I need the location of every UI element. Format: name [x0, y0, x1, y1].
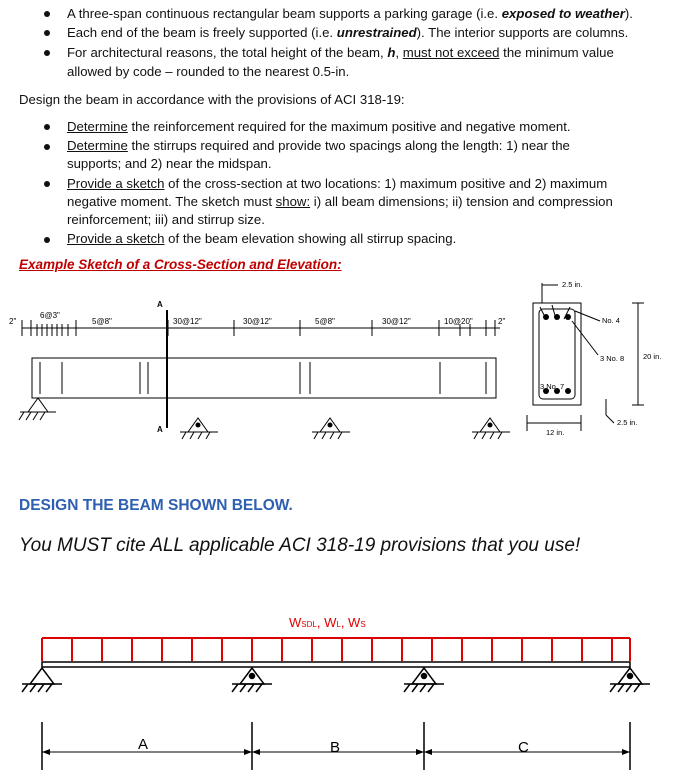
bullet-cross-section-line3: reinforcement; iii) and stirrup size. [67, 212, 265, 227]
bullet-supports [67, 24, 628, 41]
spacing-label: 5@8" [92, 317, 112, 326]
stirrup-label: No. 4 [602, 316, 620, 325]
height-label: 20 in. [643, 352, 662, 361]
column-support [180, 418, 218, 439]
span-label: C [518, 739, 529, 756]
top-cover-label: 2.5 in. [562, 280, 583, 289]
spacing-label: 5@8" [315, 317, 335, 326]
design-heading: DESIGN THE BEAM SHOWN BELOW. [19, 497, 293, 514]
elevation-beam [32, 358, 496, 398]
spacing-label: 30@12" [382, 317, 411, 326]
top-bars-label: 3 No. 8 [600, 354, 625, 363]
roller-support [472, 418, 510, 439]
load-label: WSDL, WL, WS [289, 615, 366, 630]
bullet-cross-section [67, 175, 607, 192]
bullet-exposure [67, 5, 633, 22]
loaded-beam [42, 662, 630, 667]
emphasis: unrestrained [336, 25, 417, 40]
underlined: show: [275, 194, 311, 209]
span-label: A [138, 736, 149, 753]
cross-section-sketch [522, 275, 682, 455]
column-support [404, 668, 444, 692]
bullet-dot [44, 144, 50, 150]
spacing-label: 2" [9, 317, 17, 326]
bullet-elevation [67, 230, 456, 247]
spacing-label: 30@12" [243, 317, 272, 326]
text: A three-span continuous rectangular beam supports a parking garage (i.e. [67, 6, 502, 21]
text: the minimum value [499, 45, 614, 60]
text: ). The interior supports are columns. [416, 25, 629, 40]
column-support [312, 418, 350, 439]
section-mark: A [157, 300, 163, 309]
bullet-reinforcement [67, 118, 571, 135]
underlined: Determine [67, 119, 128, 134]
width-label: 12 in. [546, 428, 565, 437]
underlined: Provide a sketch [67, 176, 165, 191]
bullet-dot [44, 237, 50, 243]
text: the stirrups required and provide two spacings along the length: 1) near the [127, 138, 570, 153]
spacing-label: 2" [498, 317, 506, 326]
bullet-dot [44, 30, 50, 36]
text: of the beam elevation showing all stirrup spacing. [164, 231, 457, 246]
loaded-beam-diagram [0, 610, 683, 780]
span-label: B [330, 739, 341, 756]
section-mark: A [157, 425, 163, 434]
cite-note: You MUST cite ALL applicable ACI 318-19 provisions that you use! [19, 535, 581, 556]
bullet-dot [44, 11, 50, 17]
text: For architectural reasons, the total height of the beam, [67, 45, 388, 60]
bullet-dot [44, 124, 50, 130]
distributed-load [42, 638, 630, 661]
spacing-label: 30@12" [173, 317, 202, 326]
spacing-label: 10@20" [444, 317, 473, 326]
spacing-label: 6@3" [40, 311, 60, 320]
pin-support [19, 398, 56, 420]
underlined: Provide a sketch [67, 231, 165, 246]
text: negative moment. The sketch must [67, 194, 276, 209]
pin-support [22, 668, 62, 692]
bullet-height-line2: allowed by code – rounded to the nearest 0.5-in. [67, 64, 350, 79]
underlined: must not exceed [402, 45, 500, 60]
bullet-height [67, 44, 614, 61]
example-title: Example Sketch of a Cross-Section and Elevation: [19, 257, 342, 272]
text: Each end of the beam is freely supported (i.e. [67, 25, 337, 40]
roller-support [610, 668, 650, 692]
emphasis: h [387, 45, 396, 60]
text: of the cross-section at two locations: 1) maximum positive and 2) maximum [164, 176, 608, 191]
bullet-dot [44, 181, 50, 187]
text: , [395, 45, 403, 60]
bullet-stirrups [67, 137, 570, 154]
bottom-cover-label: 2.5 in. [617, 418, 638, 427]
text: the reinforcement required for the maximum positive and negative moment. [127, 119, 571, 134]
column-support [232, 668, 272, 692]
emphasis: exposed to weather [501, 6, 625, 21]
bottom-bars-label: 3 No. 7 [540, 382, 565, 391]
bullet-stirrups-line2: supports; and 2) near the midspan. [67, 156, 272, 171]
bullet-cross-section-line2 [67, 193, 613, 210]
bullet-dot [44, 50, 50, 56]
text: ). [624, 6, 633, 21]
design-intro: Design the beam in accordance with the provisions of ACI 318-19: [19, 92, 405, 107]
underlined: Determine [67, 138, 128, 153]
text: i) all beam dimensions; ii) tension and compression [310, 194, 613, 209]
